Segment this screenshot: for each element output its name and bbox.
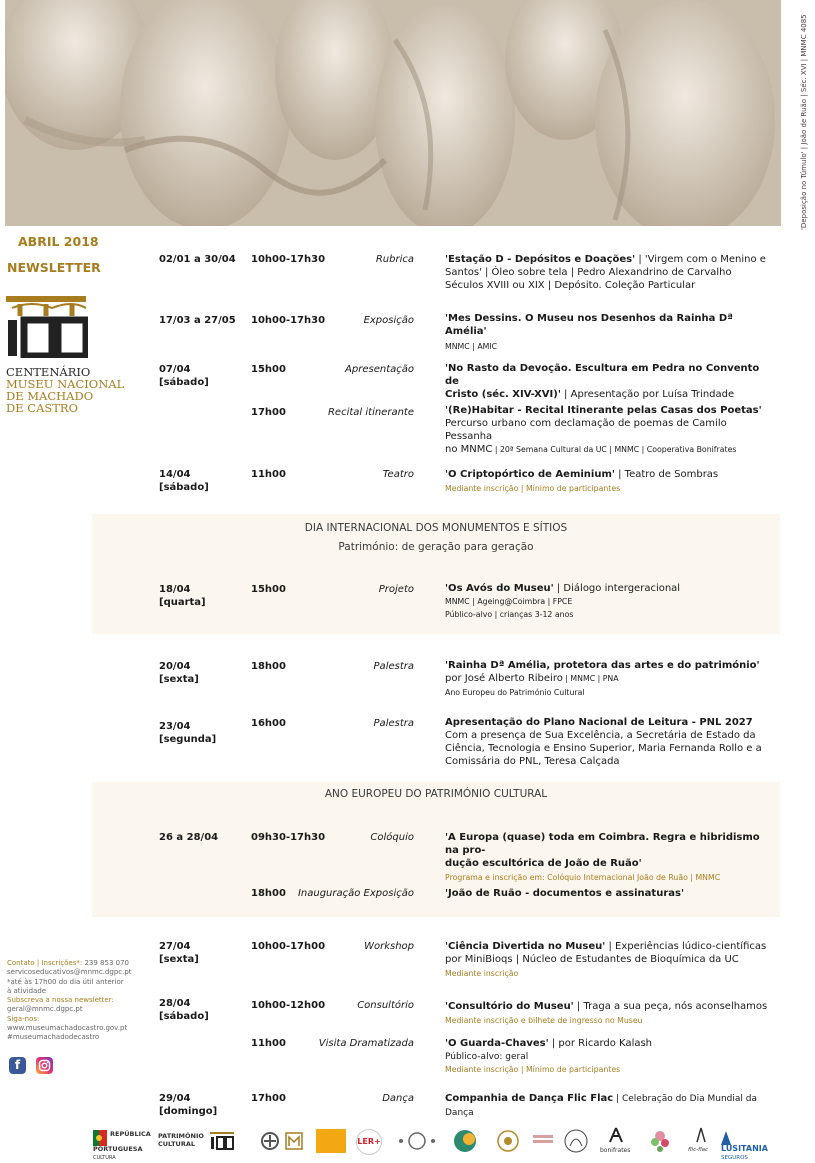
event-date [159,997,244,1023]
event-description [445,1037,775,1075]
event-text: | por Ricardo Kalash [548,1038,653,1049]
event-date: 17/03 a 27/05 [159,315,236,326]
republica-portuguesa-logo [93,1126,153,1161]
lusitania-logo [721,1126,779,1161]
newsletter-label: Subscreva a nossa newsletter: [7,996,114,1005]
photo-credit: 'Deposição no Túmulo' | João de Ruão | Séc. XVI | MNMC 4085 [800,14,808,230]
event-time: 10h00-17h30 [251,254,326,265]
contact-email-link[interactable]: servicoseducativos@mnmc.dgpc.pt [7,968,132,977]
event-date [159,1092,244,1118]
event-title: Apresentação do Plano Nacional de Leitura - PNL 2027 [445,717,753,728]
event-date: 02/01 a 30/04 [159,254,236,265]
event-date-text: 28/04 [159,998,191,1009]
sponsor-text: PORTUGUESA [93,1145,143,1153]
contact-label: Contato | Inscrições*: [7,959,83,967]
event-weekday: [segunda] [159,734,217,745]
event-time: 10h00-12h00 [251,1000,326,1011]
event-registration-note: Mediante inscrição [445,969,519,978]
newsletter-email-link[interactable]: geral@mnmc.dgpc.pt [7,1005,83,1014]
event-text: | Apresentação por Luísa Trindade [560,389,735,400]
sponsor-logos [88,1126,780,1161]
event-title: 'A Europa (quase) toda em Coimbra. Regra e hibridismo na pro- [445,832,760,856]
circle-seal-logo [496,1126,522,1156]
event-type: Workshop [364,941,414,952]
event-date-text: 20/04 [159,661,191,672]
event-type: Apresentação [345,364,414,375]
event-description [445,253,775,292]
event-text: Ciência, Tecnologia e Ensino Superior, Maria Fernanda Rollo e a [445,743,762,754]
logo-centenario-text: CENTENÁRIO [6,365,91,379]
event-text: Santos' | Óleo sobre tela | Pedro Alexandrino de Carvalho [445,267,732,278]
event-date [159,363,244,389]
logo-museum-line: DE CASTRO [6,401,79,415]
event-type: Dança [382,1093,414,1104]
university-seals-logo [393,1126,443,1156]
event-date [159,583,244,609]
event-title: 'João de Ruão - documentos e assinaturas' [445,888,685,899]
event-registration-note: Mediante inscrição | Mínimo de participantes [445,1065,621,1074]
event-title: 'No Rasto da Devoção. Escultura em Pedra no Convento de [445,363,760,387]
event-text: Comissária do PNL, Teresa Calçada [445,756,620,767]
event-time: 16h00 [251,718,286,729]
event-registration-note: Mediante inscrição | Mínimo de participantes [445,484,621,493]
event-note: Ano Europeu do Património Cultural [445,688,585,697]
event-title: 'Os Avós do Museu' [445,583,554,594]
event-weekday: [sábado] [159,1011,209,1022]
event-type: Exposição [363,315,414,326]
event-title: 'Mes Dessins. O Museu nos Desenhos da Rainha Dª Amélia' [445,313,733,337]
hashtag-link[interactable]: #museumachadodecastro [7,1033,100,1042]
event-date-text: 29/04 [159,1093,191,1104]
event-type: Projeto [378,584,414,595]
event-registration-note: Mediante inscrição e bilhete de ingresso no Museu [445,1016,643,1025]
band-title: DIA INTERNACIONAL DOS MONUMENTOS E SÍTIOS [304,522,568,534]
event-type: Visita Dramatizada [318,1038,414,1049]
event-date [159,468,244,494]
event-text: por José Alberto Ribeiro [445,673,563,684]
logo-museum-line: DE MACHADO [6,389,94,403]
hero-sculpture-image [5,0,781,226]
event-date-text: 07/04 [159,364,191,375]
event-audience: Público-alvo: geral [445,1052,529,1062]
event-partners: | 20ª Semana Cultural da UC | MNMC | Cooperativa Bonifrates [492,445,737,454]
event-time: 11h00 [251,1038,286,1049]
event-description [445,659,775,698]
event-description [445,362,775,401]
event-time: 18h00 [251,888,286,899]
event-description [445,312,775,352]
event-audience: Público-alvo | crianças 3-12 anos [445,610,574,619]
event-description [445,940,775,979]
event-text: Séculos XVIII ou XIX | Depósito. Coleção Particular [445,280,696,291]
event-title: 'Consultório do Museu' [445,1001,574,1012]
event-title: '(Re)Habitar - Recital Itinerante pelas Casas dos Poetas' [445,405,762,416]
sponsor-text: SEGUROS [721,1154,748,1161]
event-title: Companhia de Dança Flic Flac [445,1093,614,1104]
small-mark-logo [533,1126,557,1156]
event-time: 10h00-17h30 [251,315,326,326]
orange-badge-logo [316,1126,348,1156]
event-text: no MNMC [445,444,493,455]
event-partners: | MNMC | PNA [562,674,619,683]
logo-museum-line: MUSEU NACIONAL [6,377,125,391]
event-weekday: [quarta] [159,597,206,608]
museum-logo-icon [6,296,88,358]
event-type: Recital itinerante [327,407,414,418]
flic-flac-text: flic-flac [688,1146,709,1153]
event-time: 17h00 [251,407,286,418]
green-circle-logo [453,1126,479,1156]
website-link[interactable]: www.museumachadocastro.gov.pt [7,1024,128,1033]
sponsor-text: PATRIMÓNIO [158,1132,204,1140]
event-text: | Experiências lúdico-científicas [605,941,767,952]
sponsor-text: REPÚBLICA [110,1130,151,1138]
event-weekday: [domingo] [159,1106,218,1117]
sponsor-text: CULTURAL [158,1139,196,1148]
republica-flag-icon [93,1130,107,1146]
contact-note: *até às 17h00 do dia útil anterior [7,977,124,986]
patrimonio-cultural-logo [158,1126,203,1163]
event-date [159,660,244,686]
event-text: | Traga a sua peça, nós aconselhamos [573,1001,768,1012]
band-subtitle: Património: de geração para geração [338,541,534,553]
sponsor-text: LUSITANIA [721,1144,768,1153]
event-title: 'Ciência Divertida no Museu' [445,941,606,952]
event-description [445,1092,775,1120]
bonifrates-text: bonifrates [600,1146,631,1154]
event-time: 15h00 [251,584,286,595]
mnmc-logo-icon [284,1126,306,1156]
flic-flac-logo [688,1126,716,1156]
event-text: Com a presença de Sua Excelência, a Secretária de Estado da [445,730,756,741]
event-text: Percurso urbano com declamação de poemas de Camilo Pessanha [445,418,727,442]
event-weekday: [sexta] [159,954,199,965]
facebook-icon[interactable]: f [9,1057,26,1074]
event-description [445,404,775,456]
contact-info [7,959,132,1043]
event-date [159,720,244,746]
newsletter-label: NEWSLETTER [7,260,101,275]
event-date: 26 a 28/04 [159,832,219,843]
floral-logo [648,1126,676,1156]
event-type: Consultório [357,1000,414,1011]
ler-mais-logo [356,1126,386,1156]
event-registration-note: Programa e inscrição em: Colóquio Internacional João de Ruão | MNMC [445,873,721,882]
semana-cultural-logo [562,1126,592,1156]
event-time: 11h00 [251,469,286,480]
event-text: por MiniBioqs | Núcleo de Estudantes de Bioquímica da UC [445,954,739,965]
event-description [445,831,775,883]
event-partners: MNMC | AMIC [445,342,498,351]
event-description [445,582,775,620]
event-date-text: 18/04 [159,584,191,595]
event-type: Inauguração Exposição [297,888,414,899]
centenario-logo [6,296,126,414]
event-time: 17h00 [251,1093,286,1104]
instagram-icon[interactable] [36,1057,53,1074]
event-description [445,716,775,768]
event-time: 15h00 [251,364,286,375]
event-title: dução escultórica de João de Ruão' [445,858,642,869]
event-date [159,940,244,966]
event-text: | Diálogo intergeracional [553,583,681,594]
event-time: 18h00 [251,661,286,672]
event-type: Palestra [373,718,414,729]
event-title: 'O Guarda-Chaves' [445,1038,549,1049]
event-title: 'Rainha Dª Amélia, protetora das artes e do património' [445,660,760,671]
event-date-text: 14/04 [159,469,191,480]
event-type: Palestra [373,661,414,672]
centenario-small-logo [210,1126,240,1156]
newsletter-month: ABRIL 2018 [18,234,99,249]
event-date-text: 23/04 [159,721,191,732]
event-title: 'O Criptopórtico de Aeminium' [445,469,615,480]
bonifrates-logo [600,1126,640,1156]
event-weekday: [sábado] [159,482,209,493]
sponsor-text: CULTURA [93,1154,116,1161]
event-type: Rubrica [375,254,414,265]
event-time: 10h00-17h00 [251,941,326,952]
event-description [445,468,775,494]
knot-logo-icon [260,1126,282,1156]
event-text: | 'Virgem com o Menino e [635,254,766,265]
event-date-text: 27/04 [159,941,191,952]
event-title: Cristo (séc. XIV-XVI)' [445,389,561,400]
event-type: Colóquio [370,832,414,843]
contact-note: à atividade [7,986,47,995]
event-type: Teatro [382,469,414,480]
event-description [445,1000,775,1026]
contact-phone[interactable]: 239 853 070 [82,959,130,967]
follow-label: Siga-nos: [7,1014,40,1023]
ler-mais-text: LER+ [356,1129,382,1155]
event-partners: MNMC | Ageing@Coimbra | FPCE [445,597,573,606]
event-description [445,887,775,900]
event-time: 09h30-17h30 [251,832,326,843]
event-weekday: [sábado] [159,377,209,388]
event-text: | Teatro de Sombras [614,469,719,480]
event-weekday: [sexta] [159,674,199,685]
event-title: 'Estação D - Depósitos e Doações' [445,254,636,265]
event-text: | Celebração do Dia Mundial da Dança [445,1094,757,1118]
band-title: ANO EUROPEU DO PATRIMÓNIO CULTURAL [324,788,548,800]
